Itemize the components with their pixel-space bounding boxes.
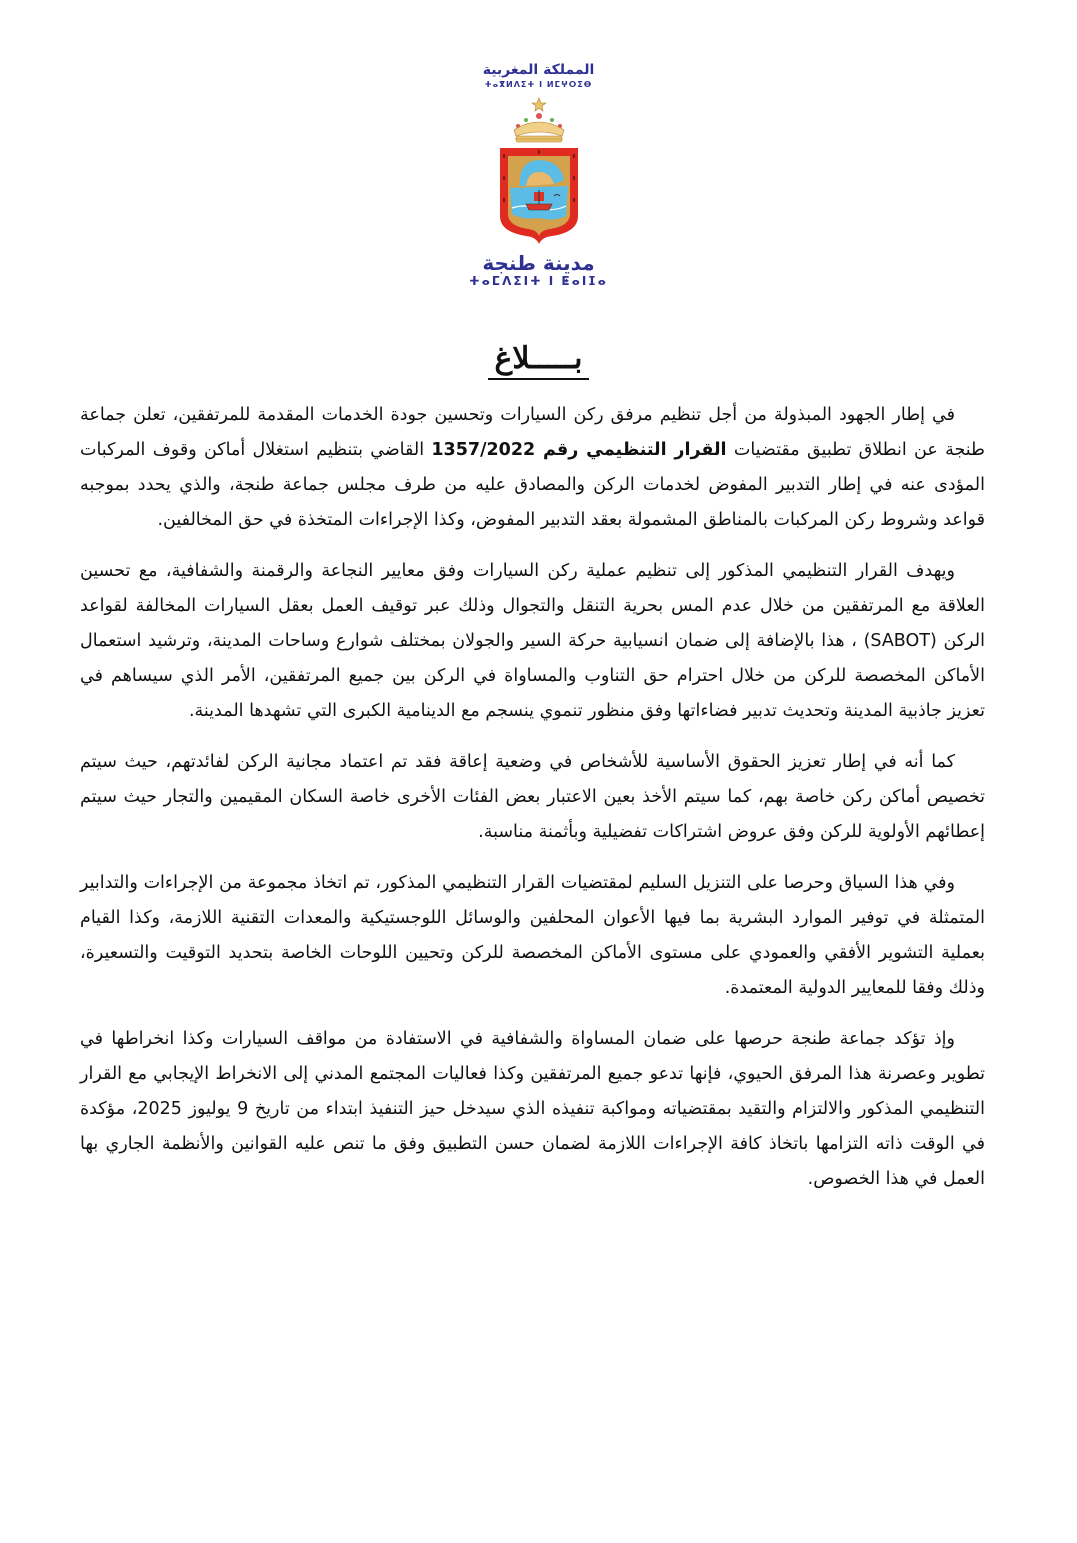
paragraph-1-intro: في إطار الجهود المبذولة من أجل تنظيم مرفق ركن السيارات وتحسين جودة الخدمات المقدمة للمرتفقين، تعلن جماعة طنجة عن انطلاق تطبيق مقتضيات xyxy=(80,405,985,460)
document-body xyxy=(80,398,985,1197)
shield-icon xyxy=(500,148,578,244)
tangier-coat-of-arms-icon xyxy=(494,96,584,246)
paragraph-2: ويهدف القرار التنظيمي المذكور إلى تنظيم عملية ركن السيارات وفق معايير النجاعة والرقمنة والشفافية، مع تحسين العلاقة مع المرتفقين من خلال عدم المس بحرية التنقل والتجوال وذلك عبر توقيف العمل بعقل السيارات المخالفة لقواعد الركن (SABOT) ، هذا بالإضافة إلى ضمان انسيابية حركة السير والجولان بمختلف شوارع وساحات المدينة، وترشيد استعمال الأماكن المخصصة للركن من خلال احترام حق التناوب والمساواة في الركن بين جميع المرتفقين، الأمر الذي سيساهم في تعزيز جاذبية المدينة وتحديث تدبير فضاءاتها وفق منظور تنموي ينسجم مع الدينامية الكبرى التي تشهدها المدينة. xyxy=(80,561,985,721)
kingdom-name-arabic: المملكة المغربية xyxy=(482,62,595,78)
city-name-tifinagh: ⵜⴰⵎⴷⵉⵏⵜ ⵏ ⵟⴰⵏⵊⴰ xyxy=(469,274,608,288)
letterhead xyxy=(0,62,1077,288)
crown-icon xyxy=(514,98,564,142)
decree-reference: القرار التنظيمي رقم 1357/2022 xyxy=(431,440,727,460)
city-name-arabic: مدينة طنجة xyxy=(482,251,595,275)
paragraph-3: كما أنه في إطار تعزيز الحقوق الأساسية للأشخاص في وضعية إعاقة فقد تم اعتماد مجانية الركن لفائدتهم، حيث سيتم تخصيص أماكن ركن خاصة بهم، كما سيتم الأخذ بعين الاعتبار بعض الفئات الأخرى خاصة السكان المقيمين والتجار حيث سيتم إعطائهم الأولوية للركن وفق عروض اشتراكات تفضيلية وبأثمنة مناسبة. xyxy=(80,752,985,842)
paragraph-4: وفي هذا السياق وحرصا على التنزيل السليم لمقتضيات القرار التنظيمي المذكور، تم اتخاذ مجموعة من الإجراءات والتدابير المتمثلة في توفير الموارد البشرية بما فيها الأعوان المحلفين والوسائل اللوجستيكية والمعدات التقنية اللازمة، وكذا القيام بعملية التشوير الأفقي والعمودي على مستوى الأماكن المخصصة للركن وتحيين اللوحات الخاصة بتحديد التوقيت والتسعيرة، وذلك وفقا للمعايير الدولية المعتمدة. xyxy=(80,873,985,998)
paragraph-5: وإذ تؤكد جماعة طنجة حرصها على ضمان المساواة والشفافية في الاستفادة من مواقف السيارات وكذا انخراطها في تطوير وعصرنة هذا المرفق الحيوي، فإنها تدعو جميع المرتفقين وكذا فعاليات المجتمع المدني إلى الانخراط الإيجابي مع القرار التنظيمي المذكور والالتزام والتقيد بمقتضياته ومواكبة تنفيذه الذي سيدخل حيز التنفيذ ابتداء من تاريخ 9 يوليوز 2025، مؤكدة في الوقت ذاته التزامها باتخاذ كافة الإجراءات اللازمة لضمان حسن التطبيق وفق ما تنص عليه القوانين والأنظمة الجاري بها العمل في هذا الخصوص. xyxy=(80,1029,986,1189)
document-title: بـــــلاغ xyxy=(488,342,588,380)
title-container xyxy=(0,342,1077,380)
paragraph-1 xyxy=(80,398,985,538)
paragraph-1-rest: القاضي بتنظيم استغلال أماكن وقوف المركبات المؤدى عنه في إطار التدبير المفوض لخدمات الركن والمصادق عليه من طرف مجلس جماعة طنجة، والذي يحدد بموجبه قواعد وشروط ركن المركبات بالمناطق المشمولة بعقد التدبير المفوض، وكذا الإجراءات المتخذة في حق المخالفين. xyxy=(80,440,985,530)
kingdom-name-tifinagh: ⵜⴰⴳⵍⴷⵉⵜ ⵏ ⵍⵎⵖⵔⵉⴱ xyxy=(484,80,593,89)
